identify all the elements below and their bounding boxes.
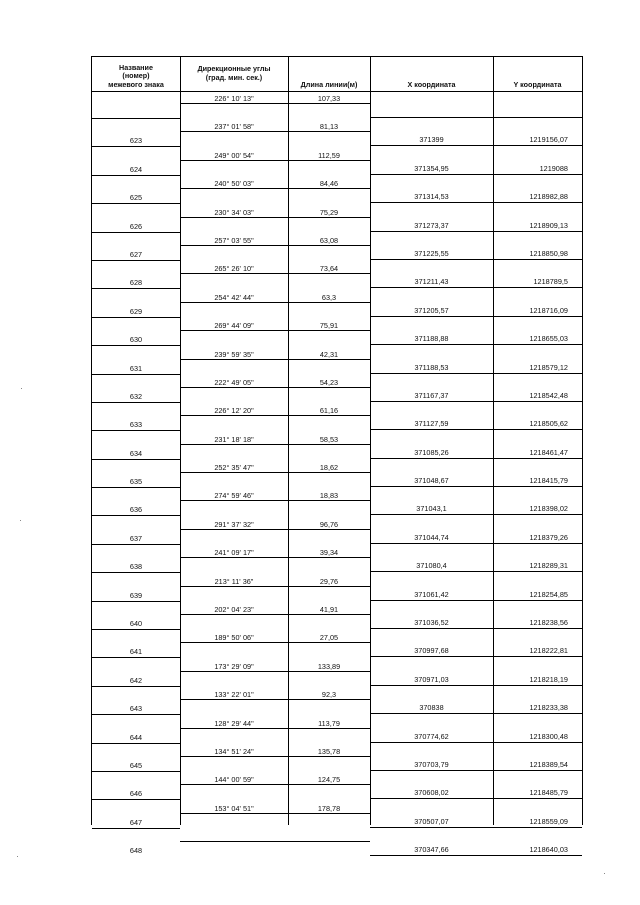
direction-angle-cell: 133° 22' 01" [214,690,254,700]
row-rule [180,728,370,729]
row-rule [370,344,582,345]
x-coordinate-cell: 371354,95 [414,163,449,173]
header-x-coordinate: X координата [407,79,456,89]
line-length-cell: 42,31 [319,349,339,359]
y-coordinate-cell: 1218300,48 [529,731,568,741]
line-length-cell: 113,79 [318,718,340,728]
direction-angle-cell: 213° 11' 36" [214,576,254,586]
direction-angle-cell: 269° 44' 09" [214,321,254,331]
table-row [92,290,582,318]
row-rule [180,557,370,558]
table-row [92,517,582,545]
mark-name-cell: 629 [129,306,143,316]
line-length-cell: 18,83 [319,491,339,501]
y-coordinate-cell: 1218238,56 [529,618,568,628]
row-rule [370,231,582,232]
row-rule [370,571,582,572]
mark-name-cell: 630 [129,335,143,345]
table-row [92,148,582,176]
row-rule [180,302,370,303]
row-rule [180,671,370,672]
coordinates-table [91,56,583,856]
row-rule [370,486,582,487]
direction-angle-cell: 202° 04' 23" [214,605,254,615]
table-row [92,744,582,772]
line-length-cell: 96,76 [319,519,339,529]
y-coordinate-cell: 1218559,09 [529,816,568,826]
x-coordinate-cell: 370347,66 [414,845,449,855]
mark-name-cell: 625 [129,193,143,203]
x-coordinate-cell: 371167,37 [414,390,449,400]
y-coordinate-cell: 1218233,38 [529,703,568,713]
table-row [92,375,582,403]
row-rule [370,373,582,374]
line-length-cell: 41,91 [319,605,339,615]
direction-angle-cell: 241° 09' 17" [214,548,254,558]
row-rule [370,117,582,118]
row-rule [180,131,370,132]
row-rule [370,202,582,203]
table-row [92,716,582,744]
row-rule [370,458,582,459]
row-rule [180,642,370,643]
table-header [92,57,582,92]
x-coordinate-cell: 371225,55 [414,248,449,258]
mark-name-cell: 627 [129,249,143,259]
mark-name-cell: 632 [129,391,143,401]
row-rule [180,472,370,473]
y-coordinate-cell: 1218379,26 [529,532,568,542]
row-rule [370,685,582,686]
x-coordinate-cell: 371061,42 [414,589,449,599]
table-row [92,119,582,147]
x-coordinate-cell: 371314,53 [414,192,449,202]
line-length-cell: 29,76 [319,576,339,586]
line-length-cell: 178,78 [317,803,341,813]
direction-angle-cell: 291° 37' 32" [214,519,254,529]
y-coordinate-cell: 1219156,07 [529,135,568,145]
line-length-cell: 61,16 [319,406,339,416]
row-rule [180,813,370,814]
table-row [92,347,582,375]
x-coordinate-cell: 370703,79 [414,759,449,769]
row-rule [370,514,582,515]
x-coordinate-cell: 371188,53 [414,362,449,372]
y-coordinate-cell: 1218461,47 [529,447,568,457]
table-row [92,432,582,460]
line-length-cell: 112,59 [318,150,340,160]
table-row [92,574,582,602]
mark-name-cell: 645 [129,760,143,770]
mark-name-cell: 647 [129,817,143,827]
table-row [92,233,582,261]
mark-name-cell: 623 [129,136,143,146]
line-length-cell: 27,05 [319,633,339,643]
table-row [92,772,582,800]
row-rule [370,855,582,856]
y-coordinate-cell: 1218579,12 [529,362,568,372]
x-coordinate-cell: 371043,1 [416,504,447,514]
table-row [92,829,582,857]
line-length-cell: 84,46 [319,179,339,189]
x-coordinate-cell: 371211,43 [414,277,449,287]
mark-name-cell: 640 [129,619,143,629]
mark-name-cell: 648 [129,846,143,856]
table-body [92,91,582,858]
mark-name-cell: 646 [129,789,143,799]
row-rule [370,798,582,799]
x-coordinate-cell: 370608,02 [414,788,449,798]
row-rule [180,103,370,104]
header-y-coordinate: Y координата [513,79,562,89]
y-coordinate-cell: 1219088 [539,163,568,173]
row-rule [370,259,582,260]
y-coordinate-cell: 1218789,5 [533,277,568,287]
y-coordinate-cell: 1218415,79 [529,476,568,486]
x-coordinate-cell: 371188,88 [414,334,449,344]
row-rule [180,217,370,218]
line-length-cell: 124,75 [317,775,341,785]
mark-name-cell: 637 [129,533,143,543]
line-length-cell: 133,89 [317,661,341,671]
row-rule [180,699,370,700]
row-rule [370,713,582,714]
row-rule [370,827,582,828]
direction-angle-cell: 249° 00' 54" [214,150,254,160]
direction-angle-cell: 265° 26' 10" [214,264,254,274]
line-length-cell: 39,34 [319,548,339,558]
x-coordinate-cell: 371080,4 [416,561,447,571]
y-coordinate-cell: 1218218,19 [529,674,568,684]
line-length-cell: 18,62 [319,463,339,473]
mark-name-cell: 638 [129,562,143,572]
row-rule [370,174,582,175]
mark-name-cell: 626 [129,221,143,231]
mark-name-cell: 639 [129,590,143,600]
direction-angle-cell: 226° 12' 20" [214,406,254,416]
row-rule [370,742,582,743]
line-length-cell: 135,78 [317,746,341,756]
table-row [92,460,582,488]
direction-angle-cell: 240° 50' 03" [214,179,254,189]
x-coordinate-cell: 370971,03 [414,674,449,684]
row-rule [370,656,582,657]
direction-angle-cell: 274° 59' 46" [214,491,254,501]
line-length-cell: 75,91 [319,321,339,331]
row-rule [370,628,582,629]
table-row [92,261,582,289]
direction-angle-cell: 230° 34' 03" [214,207,254,217]
x-coordinate-cell: 371205,57 [414,305,449,315]
x-coordinate-cell: 371036,52 [414,618,449,628]
y-coordinate-cell: 1218716,09 [529,305,568,315]
row-rule [370,600,582,601]
direction-angle-cell: 231° 18' 18" [214,434,254,444]
row-rule [370,429,582,430]
row-rule [180,784,370,785]
direction-angle-cell: 144° 00' 59" [214,775,254,785]
mark-name-cell: 643 [129,704,143,714]
row-rule [370,316,582,317]
row-rule [180,415,370,416]
y-coordinate-cell: 1218982,88 [529,192,568,202]
table-row [92,801,582,829]
table-row [92,687,582,715]
mark-name-cell: 634 [129,448,143,458]
mark-name-cell: 624 [129,164,143,174]
direction-angle-cell: 254° 42' 44" [214,292,254,302]
direction-angle-cell: 153° 04' 51" [214,803,254,813]
table-row [92,545,582,573]
row-rule [180,273,370,274]
direction-angle-cell: 226° 10' 13" [214,94,254,103]
header-line-length: Длина линии(м) [300,79,358,89]
x-coordinate-cell: 370774,62 [414,731,449,741]
row-rule [180,330,370,331]
line-length-cell: 81,13 [319,122,339,132]
x-coordinate-cell: 371127,59 [414,419,449,429]
x-coordinate-cell: 370507,07 [414,816,449,826]
row-rule [180,756,370,757]
row-rule [370,287,582,288]
y-coordinate-cell: 1218909,13 [529,220,568,230]
table-row [92,659,582,687]
y-coordinate-cell: 1218542,48 [529,390,568,400]
table-row [92,318,582,346]
table-row [92,403,582,431]
table-row [92,205,582,233]
y-coordinate-cell: 1218398,02 [529,504,568,514]
row-rule [370,770,582,771]
line-length-cell: 92,3 [321,690,337,700]
y-coordinate-cell: 1218850,98 [529,248,568,258]
line-length-cell: 75,29 [319,207,339,217]
line-length-cell: 63,3 [321,292,337,302]
direction-angle-cell: 222° 49' 05" [214,377,254,387]
row-rule [180,586,370,587]
direction-angle-cell: 239° 59' 35" [214,349,254,359]
table-row [92,602,582,630]
mark-name-cell: 631 [129,363,143,373]
row-rule [370,401,582,402]
line-length-cell: 54,23 [319,377,339,387]
row-rule [180,841,370,842]
row-rule [180,188,370,189]
table-row [92,176,582,204]
row-rule [180,160,370,161]
header-mark-name: Название (номер) межевого знака [108,62,164,89]
line-length-cell: 73,64 [319,264,339,274]
y-coordinate-cell: 1218289,31 [529,561,568,571]
row-rule [180,500,370,501]
mark-name-cell: 635 [129,477,143,487]
line-length-cell: 58,53 [319,434,339,444]
row-rule [180,359,370,360]
x-coordinate-cell: 371399 [419,135,444,145]
direction-angle-cell: 128° 29' 44" [214,718,254,728]
row-rule [370,543,582,544]
y-coordinate-cell: 1218389,54 [529,759,568,769]
mark-name-cell: 633 [129,420,143,430]
direction-angle-cell: 252° 35' 47" [214,463,254,473]
mark-name-cell: 641 [129,647,143,657]
x-coordinate-cell: 370838 [419,703,444,713]
row-rule [180,387,370,388]
y-coordinate-cell: 1218254,85 [529,589,568,599]
header-direction-angle: Дирекционные углы (град. мин. сек.) [197,64,271,82]
row-rule [180,529,370,530]
mark-name-cell: 644 [129,732,143,742]
y-coordinate-cell: 1218640,03 [529,845,568,855]
row-rule [180,444,370,445]
direction-angle-cell: 189° 50' 06" [214,633,254,643]
y-coordinate-cell: 1218505,62 [529,419,568,429]
line-length-cell: 107,33 [317,94,341,103]
y-coordinate-cell: 1218655,03 [529,334,568,344]
mark-name-cell: 628 [129,278,143,288]
direction-angle-cell: 237° 01' 58" [214,122,254,132]
table-row [92,488,582,516]
table-row [92,91,582,119]
direction-angle-cell: 134° 51' 24" [214,746,254,756]
x-coordinate-cell: 371044,74 [414,532,449,542]
table-row [92,630,582,658]
y-coordinate-cell: 1218222,81 [529,646,568,656]
x-coordinate-cell: 371273,37 [414,220,449,230]
row-rule [370,145,582,146]
mark-name-cell: 642 [129,675,143,685]
row-rule [180,245,370,246]
y-coordinate-cell: 1218485,79 [529,788,568,798]
mark-name-cell: 636 [129,505,143,515]
line-length-cell: 63,08 [319,235,339,245]
direction-angle-cell: 173° 29' 09" [214,661,254,671]
x-coordinate-cell: 371048,67 [414,476,449,486]
row-rule [180,614,370,615]
x-coordinate-cell: 370997,68 [414,646,449,656]
direction-angle-cell: 257° 03' 55" [214,235,254,245]
x-coordinate-cell: 371085,26 [414,447,449,457]
